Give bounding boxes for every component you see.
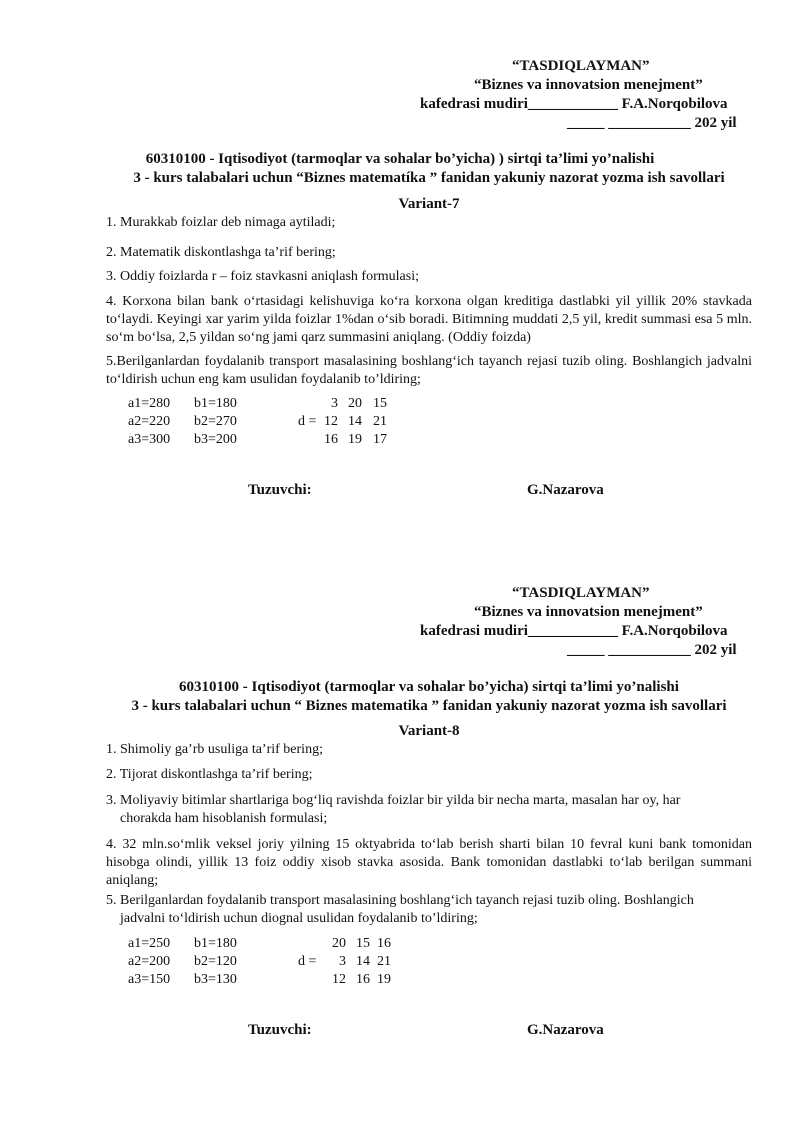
- matrix-cell: 16: [377, 936, 391, 951]
- question-5-continued: jadvalni toʻldirish uchun diognal usulidan foydalanib to’ldiring;: [120, 911, 478, 926]
- demand-b1: b1=180: [194, 396, 237, 411]
- author-name: G.Nazarova: [527, 482, 604, 498]
- matrix-cell: 15: [373, 396, 387, 411]
- matrix-cell: 17: [373, 432, 387, 447]
- approval-date: _____ ___________ 202 yil: [567, 642, 737, 658]
- course-header: 3 - kurs talabalari uchun “Biznes matematíka ” fanidan yakuniy nazorat yozma ish savollari: [133, 170, 725, 186]
- matrix-cell: 16: [324, 432, 338, 447]
- question-1: 1. Shimoliy ga’rb usuliga ta’rif bering;: [106, 742, 323, 757]
- demand-b1: b1=180: [194, 936, 237, 951]
- matrix-cell: 12: [324, 414, 338, 429]
- variant-title: Variant-7: [398, 196, 460, 212]
- supply-a1: a1=250: [128, 936, 171, 951]
- matrix-cell: 20: [332, 936, 346, 951]
- course-header: 3 - kurs talabalari uchun “ Biznes matematika ” fanidan yakuniy nazorat yozma ish savollari: [131, 698, 727, 714]
- matrix-cell: 14: [356, 954, 370, 969]
- demand-b3: b3=200: [194, 432, 237, 447]
- supply-a2: a2=220: [128, 414, 171, 429]
- supply-a1: a1=280: [128, 396, 171, 411]
- matrix-cell: 20: [348, 396, 362, 411]
- supply-a2: a2=200: [128, 954, 171, 969]
- approval-date: _____ ___________ 202 yil: [567, 115, 737, 131]
- program-header: 60310100 - Iqtisodiyot (tarmoqlar va sohalar bo’yicha) ) sirtqi ta’limi yo’nalishi: [145, 151, 655, 167]
- approval-head-signature: kafedrasi mudiri____________ F.A.Norqobilova: [420, 96, 728, 112]
- matrix-label: d =: [298, 954, 317, 969]
- approval-department: “Biznes va innovatsion menejment”: [474, 77, 703, 93]
- matrix-cell: 16: [356, 972, 370, 987]
- matrix-cell: 19: [348, 432, 362, 447]
- approval-department: “Biznes va innovatsion menejment”: [474, 604, 703, 620]
- author-name: G.Nazarova: [527, 1022, 604, 1038]
- matrix-cell: 3: [331, 396, 338, 411]
- question-4: 4. 32 mln.soʻmlik veksel joriy yilning 15 oktyabrida toʻlab berish sharti bilan 10 fevral kuni bank tomonidan hisobga olindi, yillik 13 foiz oddiy xisob stavka asosida. Bank tomonidan dastlabki toʻlab berilgan summani aniqlang;: [106, 837, 752, 888]
- program-header: 60310100 - Iqtisodiyot (tarmoqlar va sohalar bo’yicha) sirtqi ta’limi yo’nalishi: [179, 679, 679, 695]
- question-1: 1. Murakkab foizlar deb nimaga aytiladi;: [106, 215, 336, 230]
- variant-title: Variant-8: [398, 723, 460, 739]
- question-4: 4. Korxona bilan bank oʻrtasidagi kelishuviga koʻra korxona olgan kreditiga dastlabki yil yillik 20% stavkada toʻlaydi. Keyingi xar yarim yilda foizlar 1%dan oʻsib boradi. Bitimning muddati 2,5 yil, kredit summasi esa 5 mln. soʻm boʻlsa, 2,5 yildan soʻng jami qarz summasini aniqlang. (Oddiy foizda): [106, 294, 752, 345]
- matrix-cell: 21: [373, 414, 387, 429]
- matrix-label: d =: [298, 414, 317, 429]
- question-2: 2. Matematik diskontlashga ta’rif bering;: [106, 245, 336, 260]
- question-3: 3. Moliyaviy bitimlar shartlariga bogʻliq ravishda foizlar bir yilda bir necha marta, masalan har oy, har: [106, 793, 681, 808]
- question-3: 3. Oddiy foizlarda r – foiz stavkasni aniqlash formulasi;: [106, 269, 419, 284]
- approval-title: “TASDIQLAYMAN”: [512, 585, 650, 601]
- approval-title: “TASDIQLAYMAN”: [512, 58, 650, 74]
- author-label: Tuzuvchi:: [248, 482, 312, 498]
- question-3-continued: chorakda ham hisoblanish formulasi;: [120, 811, 328, 826]
- author-label: Tuzuvchi:: [248, 1022, 312, 1038]
- matrix-cell: 12: [332, 972, 346, 987]
- demand-b2: b2=120: [194, 954, 237, 969]
- matrix-cell: 3: [339, 954, 346, 969]
- question-2: 2. Tijorat diskontlashga ta’rif bering;: [106, 767, 313, 782]
- approval-head-signature: kafedrasi mudiri____________ F.A.Norqobilova: [420, 623, 728, 639]
- matrix-cell: 15: [356, 936, 370, 951]
- question-5: 5.Berilganlardan foydalanib transport masalasining boshlangʻich tayanch rejasi tuzib oling. Boshlangich jadvalni toʻldirish uchun eng kam usulidan foydalanib to’ldiring;: [106, 354, 752, 387]
- demand-b3: b3=130: [194, 972, 237, 987]
- supply-a3: a3=150: [128, 972, 171, 987]
- matrix-cell: 21: [377, 954, 391, 969]
- demand-b2: b2=270: [194, 414, 237, 429]
- matrix-cell: 19: [377, 972, 391, 987]
- matrix-cell: 14: [348, 414, 362, 429]
- supply-a3: a3=300: [128, 432, 171, 447]
- question-5: 5. Berilganlardan foydalanib transport masalasining boshlangʻich tayanch rejasi tuzib oling. Boshlangich: [106, 893, 694, 908]
